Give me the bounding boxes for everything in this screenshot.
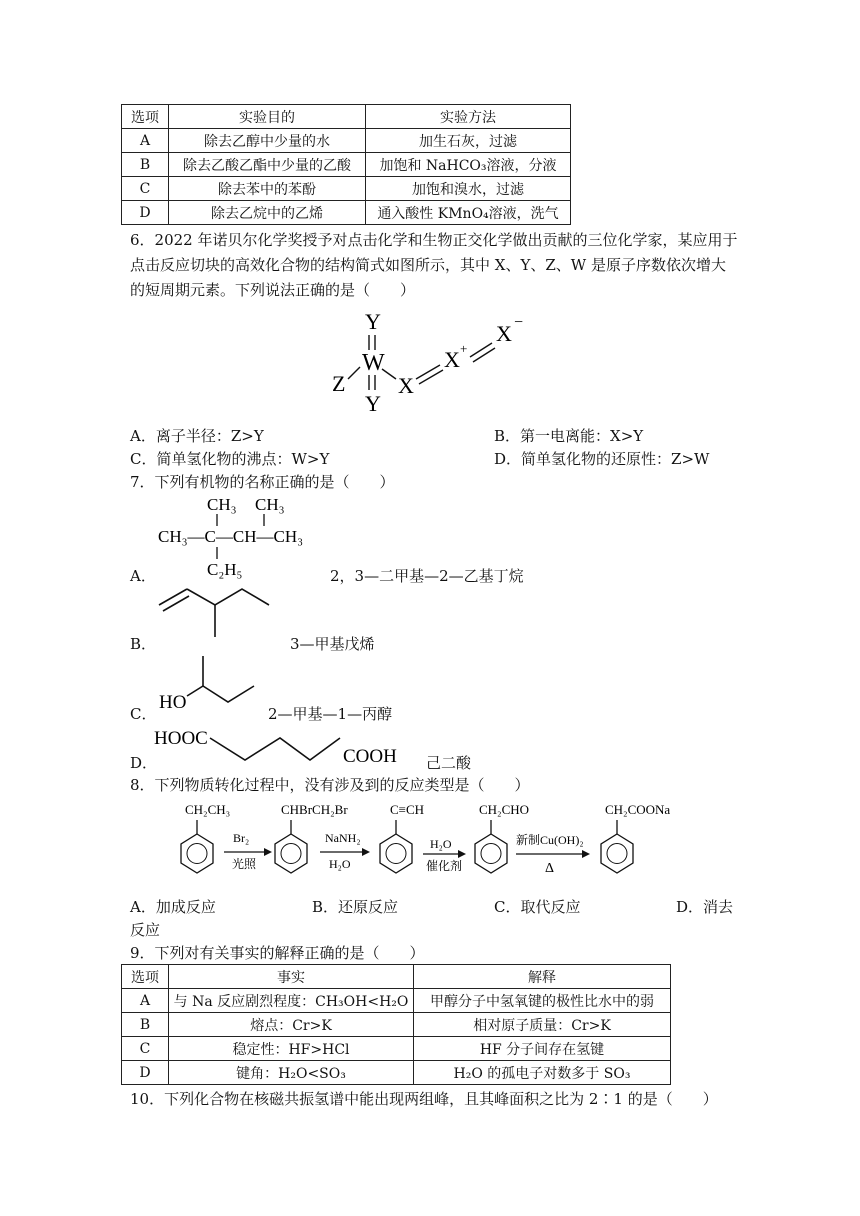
table-row <box>122 1037 671 1061</box>
table-cell: 除去苯中的苯酚 <box>169 177 366 201</box>
table-cell: 加饱和 NaHCO₃溶液，分液 <box>366 153 571 177</box>
atom-w: W <box>362 350 385 376</box>
table-cell: 通入酸性 KMnO₄溶液，洗气 <box>366 201 571 225</box>
table-cell: 加生石灰，过滤 <box>366 129 571 153</box>
q7-option-b-label[interactable]: B． <box>130 635 157 653</box>
main-chain: CH₃—C—CH—CH₃ <box>158 527 304 546</box>
ho-group: HO <box>159 692 187 712</box>
plus-charge: + <box>460 341 468 356</box>
experiment-table <box>121 104 571 225</box>
table-row <box>122 153 571 177</box>
q6-option-d[interactable]: D．简单氢化物的还原性：Z>W <box>494 450 710 468</box>
cooh-group: COOH <box>343 746 397 767</box>
table-cell: 相对原子质量：Cr>K <box>414 1013 671 1037</box>
q7-option-d-name: 己二酸 <box>426 754 472 772</box>
q8-reaction-scheme <box>150 796 710 890</box>
q7-stem: 7．下列有机物的名称正确的是（ ） <box>130 473 395 491</box>
q8-option-a[interactable]: A．加成反应 <box>130 898 216 916</box>
table-cell: 加饱和溴水，过滤 <box>366 177 571 201</box>
header-cell: 实验方法 <box>366 105 571 129</box>
q8-stem: 8．下列物质转化过程中，没有涉及到的反应类型是（ ） <box>130 776 530 794</box>
q7d-structure <box>150 720 410 770</box>
ch3-top-right: CH₃ <box>255 495 285 514</box>
substituent-4: CH₂CHO <box>479 802 530 817</box>
table-cell: C <box>122 1037 169 1061</box>
table-cell: C <box>122 177 169 201</box>
table-header-row <box>122 105 571 129</box>
reagent-1-bottom: 光照 <box>232 857 257 871</box>
table-row <box>122 1061 671 1085</box>
header-cell: 解释 <box>414 965 671 989</box>
q6-structure-diagram <box>320 305 560 425</box>
q8-option-d-continued: 反应 <box>130 921 161 939</box>
table-cell: 除去乙酸乙酯中少量的乙酸 <box>169 153 366 177</box>
substituent-1: CH₂CH₃ <box>185 802 231 817</box>
substituent-2: CHBrCH₂Br <box>281 802 348 817</box>
atom-x-3: X <box>496 321 512 346</box>
table-cell: 除去乙醇中少量的水 <box>169 129 366 153</box>
c2h5-group: C₂H₅ <box>207 560 243 579</box>
benzene-ring-5 <box>601 820 633 873</box>
table-cell: 稳定性：HF>HCl <box>169 1037 414 1061</box>
reagent-3-bottom: 催化剂 <box>426 859 463 873</box>
table-cell: 与 Na 反应剧烈程度：CH₃OH<H₂O <box>169 989 414 1013</box>
q7-option-a-name: 2，3—二甲基—2—乙基丁烷 <box>330 567 524 585</box>
table-cell: A <box>122 989 169 1013</box>
benzene-ring-2 <box>275 820 307 873</box>
atom-x-1: X <box>398 373 414 398</box>
table-cell: D <box>122 201 169 225</box>
q7-option-c-name: 2—甲基—1—丙醇 <box>268 705 393 723</box>
table-cell: 键角：H₂O<SO₃ <box>169 1061 414 1085</box>
q8-option-c[interactable]: C．取代反应 <box>494 898 581 916</box>
q10-stem: 10．下列化合物在核磁共振氢谱中能出现两组峰，且其峰面积之比为 2∶1 的是（ ） <box>130 1090 718 1108</box>
table-cell: 甲醇分子中氢氧键的极性比水中的弱 <box>414 989 671 1013</box>
q7-option-d-label[interactable]: D． <box>130 754 158 772</box>
hooc-group: HOOC <box>154 728 208 749</box>
q8-option-d[interactable]: D．消去 <box>676 898 734 916</box>
table-row <box>122 201 571 225</box>
table-row <box>122 989 671 1013</box>
table-cell: HF 分子间存在氢键 <box>414 1037 671 1061</box>
q8-option-b[interactable]: B．还原反应 <box>312 898 399 916</box>
q7a-structure <box>150 492 330 584</box>
q7-option-b-name: 3—甲基戊烯 <box>290 635 375 653</box>
reagent-1-top: Br₂ <box>233 831 250 845</box>
header-cell: 实验目的 <box>169 105 366 129</box>
reagent-2-top: NaNH₂ <box>325 831 361 845</box>
q7-option-a-label[interactable]: A． <box>130 567 156 585</box>
q6-stem-line2: 点击反应切块的高效化合物的结构简式如图所示，其中 X、Y、Z、W 是原子序数依次增大 <box>130 256 726 274</box>
atom-x-2: X <box>444 347 460 372</box>
atom-z: Z <box>332 371 346 396</box>
q6-option-c[interactable]: C．简单氢化物的沸点：W>Y <box>130 450 330 468</box>
table-header-row <box>122 965 671 989</box>
reagent-3-top: H₂O <box>430 837 452 851</box>
header-cell: 选项 <box>122 105 169 129</box>
table-cell: B <box>122 1013 169 1037</box>
benzene-ring-3 <box>380 820 412 873</box>
benzene-ring-1 <box>181 820 213 873</box>
substituent-5: CH₂COONa <box>605 802 671 817</box>
table-cell: D <box>122 1061 169 1085</box>
fact-explanation-table <box>121 964 671 1085</box>
table-cell: H₂O 的孤电子对数多于 SO₃ <box>414 1061 671 1085</box>
table-cell: A <box>122 129 169 153</box>
ch3-top-left: CH₃ <box>207 495 237 514</box>
atom-y-top: Y <box>365 309 381 334</box>
table-cell: B <box>122 153 169 177</box>
benzene-ring-4 <box>475 820 507 873</box>
header-cell: 选项 <box>122 965 169 989</box>
table-row <box>122 1013 671 1037</box>
q6-option-b[interactable]: B．第一电离能：X>Y <box>494 427 644 445</box>
reagent-4-top: 新制Cu(OH)₂ <box>516 833 584 847</box>
atom-y-bottom: Y <box>365 391 381 416</box>
q6-stem-line1: 6．2022 年诺贝尔化学奖授予对点击化学和生物正交化学做出贡献的三位化学家，某应用于 <box>130 231 738 249</box>
table-cell: 熔点：Cr>K <box>169 1013 414 1037</box>
minus-charge: − <box>514 314 524 331</box>
q7-option-c-label[interactable]: C． <box>130 705 157 723</box>
table-row <box>122 129 571 153</box>
q9-stem: 9．下列对有关事实的解释正确的是（ ） <box>130 944 425 962</box>
table-cell: 除去乙烷中的乙烯 <box>169 201 366 225</box>
reagent-2-bottom: H₂O <box>329 857 351 871</box>
q6-option-a[interactable]: A．离子半径：Z>Y <box>130 427 264 445</box>
q7c-structure <box>155 652 265 712</box>
table-row <box>122 177 571 201</box>
q6-stem-line3: 的短周期元素。下列说法正确的是（ ） <box>130 281 416 299</box>
substituent-3: C≡CH <box>390 802 425 817</box>
header-cell: 事实 <box>169 965 414 989</box>
q7b-structure <box>155 585 275 645</box>
reagent-4-bottom: Δ <box>545 861 555 876</box>
